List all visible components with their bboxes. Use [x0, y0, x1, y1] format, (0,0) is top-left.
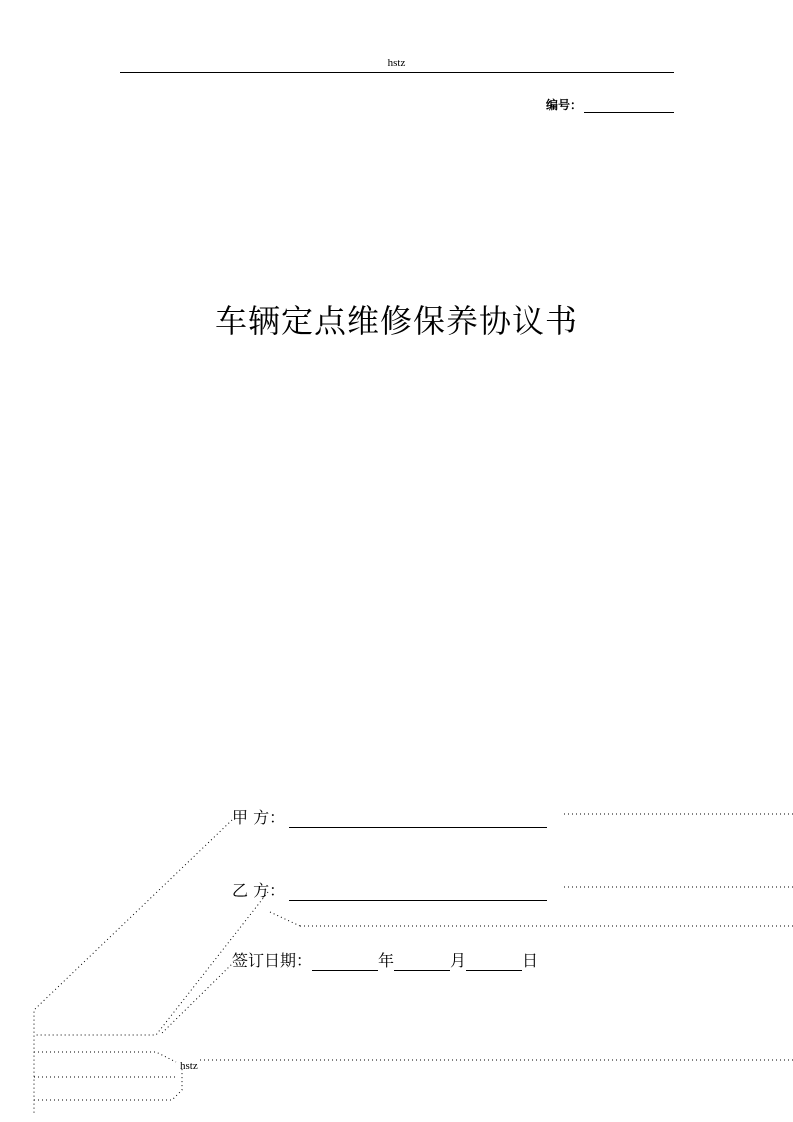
leader-outer-diagonal: [34, 820, 232, 1115]
leader-step-1: [34, 1052, 176, 1062]
signing-date-label: 签订日期：: [232, 951, 313, 970]
leader-date-diagonal: [160, 962, 234, 1035]
year-label: 年: [378, 951, 395, 970]
document-number-label: 编号：: [546, 98, 583, 112]
day-label: 日: [522, 951, 539, 970]
leader-step-3: [34, 1068, 182, 1100]
page-header-text: hstz: [387, 57, 406, 69]
leader-inner-diagonal: [34, 892, 268, 1035]
document-title: 车辆定点维修保养协议书: [214, 302, 578, 340]
party-b-label: 乙 方：: [232, 881, 286, 900]
party-a-label: 甲 方：: [232, 808, 286, 827]
page-footer-text: hstz: [180, 1060, 198, 1072]
month-label: 月: [450, 951, 467, 970]
leader-short-connector: [270, 912, 300, 926]
